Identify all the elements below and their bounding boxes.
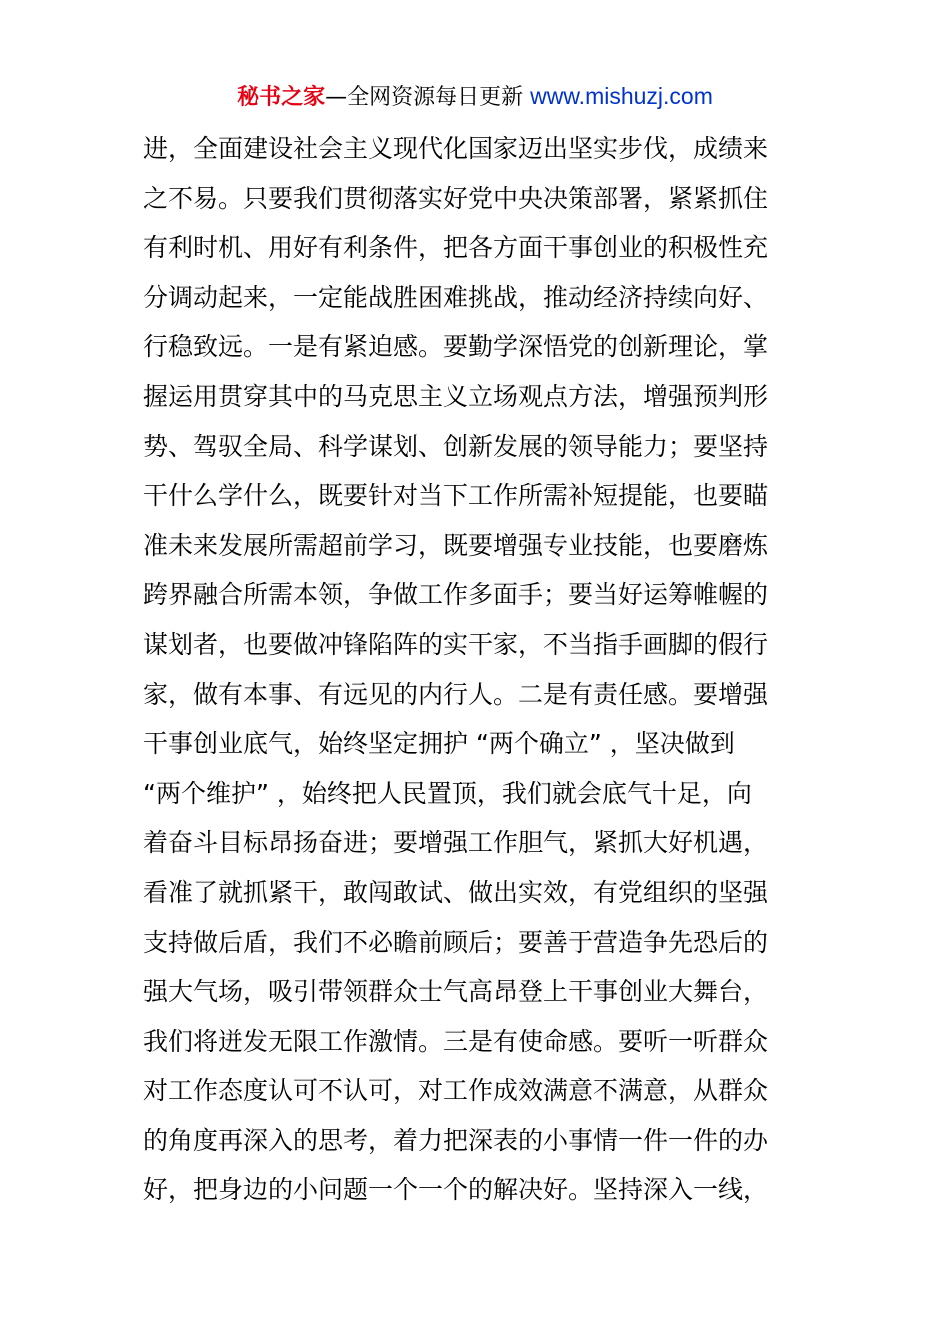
text-line: 准未来发展所需超前学习，既要增强专业技能，也要磨炼	[143, 530, 769, 560]
site-url-link[interactable]: www.mishuzj.com	[530, 83, 713, 109]
text-line: 谋划者，也要做冲锋陷阵的实干家，不当指手画脚的假行	[143, 629, 769, 659]
text-line: 进，全面建设社会主义现代化国家迈出坚实步伐，成绩来	[143, 134, 769, 163]
text-line: 对工作态度认可不认可，对工作成效满意不满意，从群众	[143, 1076, 769, 1106]
text-line: 有利时机、用好有利条件，把各方面干事创业的积极性充	[143, 233, 769, 263]
text-line: 好，把身边的小问题一个一个的解决好。坚持深入一线，	[143, 1175, 769, 1205]
text-line: 握运用贯穿其中的马克思主义立场观点方法，增强预判形	[143, 381, 769, 411]
page-header	[0, 80, 950, 114]
document-body	[143, 124, 813, 1215]
site-name: 秘书之家	[237, 85, 326, 110]
text-line: “两个维护” ，始终把人民置顶，我们就会底气十足，向	[143, 778, 752, 808]
site-tagline: —全网资源每日更新	[325, 85, 531, 110]
text-line: 行稳致远。一是有紧迫感。要勤学深悟党的创新理论，掌	[143, 332, 769, 362]
text-line: 家，做有本事、有远见的内行人。二是有责任感。要增强	[143, 679, 769, 709]
text-line: 着奋斗目标昂扬奋进；要增强工作胆气，紧抓大好机遇，	[143, 828, 769, 858]
text-line: 支持做后盾，我们不必瞻前顾后；要善于营造争先恐后的	[143, 927, 769, 957]
text-line: 跨界融合所需本领，争做工作多面手；要当好运筹帷幄的	[143, 580, 769, 610]
text-line: 看准了就抓紧干，敢闯敢试、做出实效，有党组织的坚强	[143, 877, 769, 907]
text-line: 之不易。只要我们贯彻落实好党中央决策部署，紧紧抓住	[143, 183, 769, 213]
text-line: 强大气场，吸引带领群众士气高昂登上干事创业大舞台，	[143, 977, 769, 1007]
text-line: 干事创业底气，始终坚定拥护 “两个确立” ，坚决做到	[143, 729, 735, 759]
text-line: 势、驾驭全局、科学谋划、创新发展的领导能力；要坚持	[143, 431, 769, 461]
text-line: 干什么学什么，既要针对当下工作所需补短提能，也要瞄	[143, 481, 769, 511]
text-line: 分调动起来，一定能战胜困难挑战，推动经济持续向好、	[143, 282, 769, 312]
text-line: 我们将迸发无限工作激情。三是有使命感。要听一听群众	[143, 1026, 769, 1056]
text-line: 的角度再深入的思考，着力把深表的小事情一件一件的办	[143, 1125, 769, 1155]
